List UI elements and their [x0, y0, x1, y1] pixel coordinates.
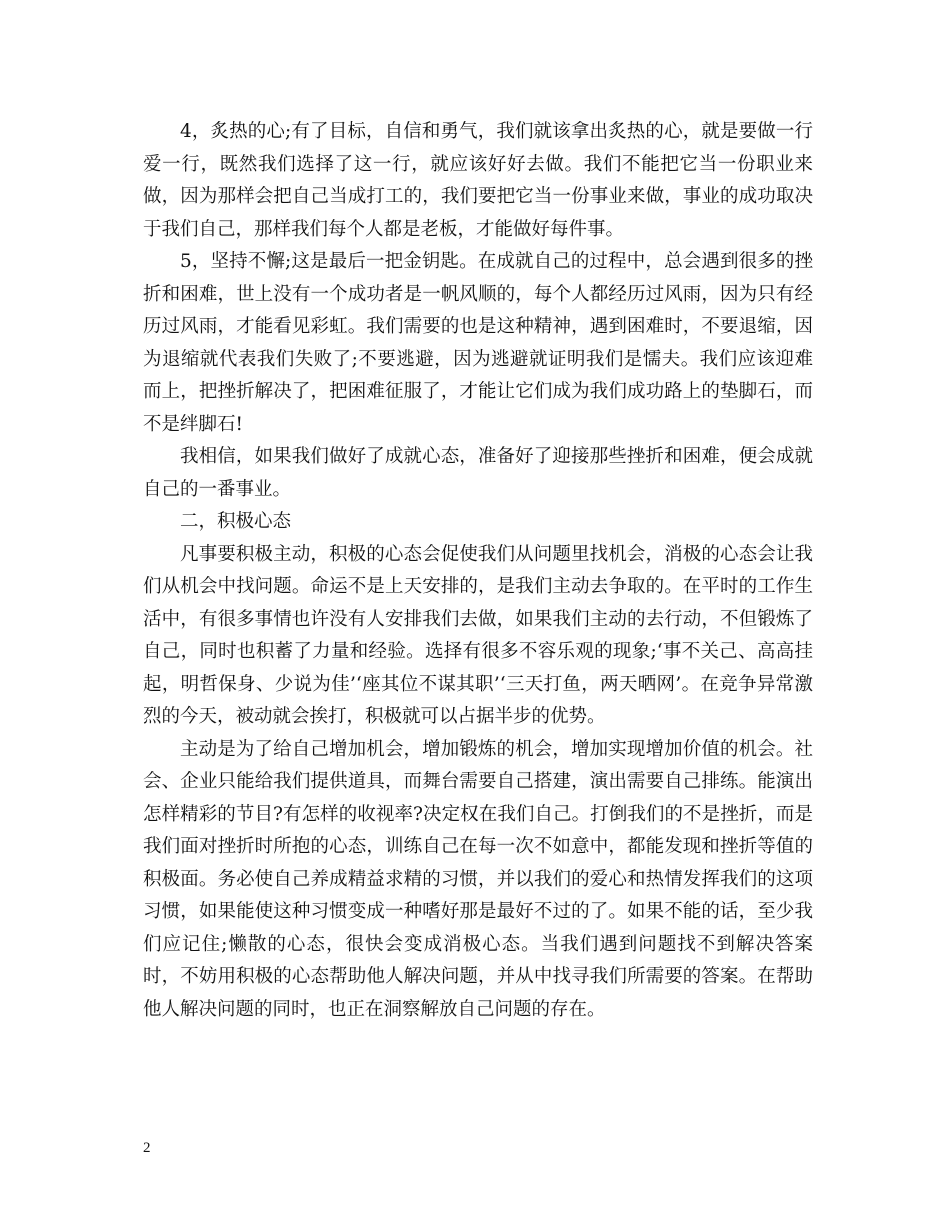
page-number: 2	[143, 1140, 151, 1156]
paragraph-proactive: 凡事要积极主动，积极的心态会促使我们从问题里找机会，消极的心态会让我们从机会中找问题。命运不是上天安排的，是我们主动去争取的。在平时的工作生活中，有很多事情也许没有人安排我们去做，如果我们主动的去行动，不但锻炼了自己，同时也积蓄了力量和经验。选择有很多不容乐观的现象;‘事不关己、高高挂起，明哲保身、少说为佳’‘座其位不谋其职’‘三天打鱼，两天晒网’。在竞争异常激烈的今天，被动就会挨打，积极就可以占据半步的优势。	[143, 543, 813, 727]
paragraph-perseverance: 5，坚持不懈;这是最后一把金钥匙。在成就自己的过程中，总会遇到很多的挫折和困难，世上没有一个成功者是一帆风顺的，每个人都经历过风雨，因为只有经历过风雨，才能看见彩虹。我们需要的也是这种精神，遇到困难时，不要退缩，因为退缩就代表我们失败了;不要逃避，因为逃避就证明我们是懦夫。我们应该迎难而上，把挫折解决了，把困难征服了，才能让它们成为我们成功路上的垫脚石，而不是绊脚石!	[143, 251, 813, 435]
document-body	[143, 116, 813, 1026]
paragraph-initiative: 主动是为了给自己增加机会，增加锻炼的机会，增加实现增加价值的机会。社会、企业只能给我们提供道具，而舞台需要自己搭建，演出需要自己排练。能演出怎样精彩的节目?有怎样的收视率?决定权在我们自己。打倒我们的不是挫折，而是我们面对挫折时所抱的心态，训练自己在每一次不如意中，都能发现和挫折等值的积极面。务必使自己养成精益求精的习惯，并以我们的爱心和热情发挥我们的这项习惯，如果能使这种习惯变成一种嗜好那是最好不过的了。如果不能的话，至少我们应记住;懒散的心态，很快会变成消极心态。当我们遇到问题找不到解决答案时，不妨用积极的心态帮助他人解决问题，并从中找寻我们所需要的答案。在帮助他人解决问题的同时，也正在洞察解放自己问题的存在。	[143, 738, 813, 1020]
paragraph-belief: 我相信，如果我们做好了成就心态，准备好了迎接那些挫折和困难，便会成就自己的一番事业。	[143, 446, 813, 500]
section-heading-positive-attitude: 二，积极心态	[180, 511, 292, 532]
paragraph-passion: 4，炙热的心;有了目标，自信和勇气，我们就该拿出炙热的心，就是要做一行爱一行，既然我们选择了这一行，就应该好好去做。我们不能把它当一份职业来做，因为那样会把自己当成打工的，我们要把它当一份事业来做，事业的成功取决于我们自己，那样我们每个人都是老板，才能做好每件事。	[143, 121, 813, 240]
